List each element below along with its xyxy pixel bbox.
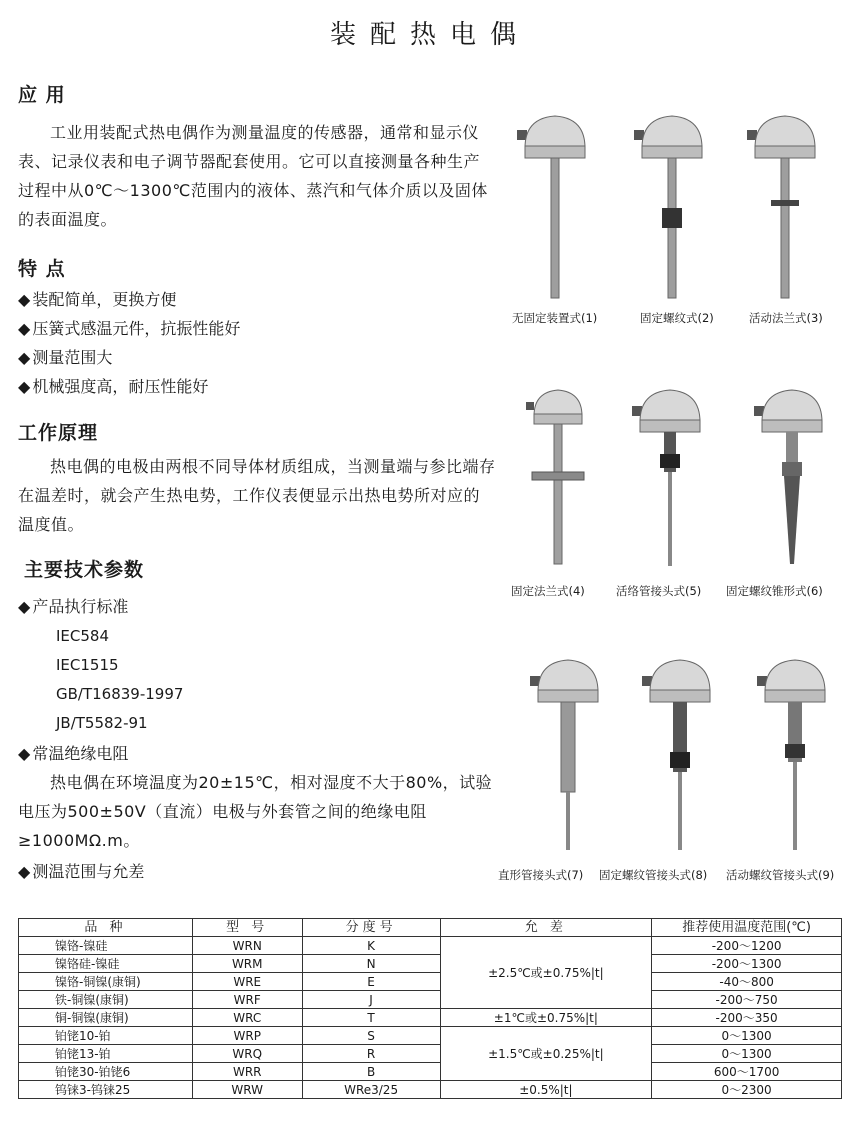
tolerance-cell: ±0.5%|t| <box>440 1081 652 1099</box>
variety-cell: 铁-铜镍(康铜) <box>19 991 193 1009</box>
table-row <box>19 1081 842 1099</box>
grade-cell: K <box>302 937 440 955</box>
features-list <box>18 285 240 401</box>
standard-item: IEC1515 <box>56 656 119 674</box>
table-row <box>19 1027 842 1045</box>
product-caption: 固定螺纹式(2) <box>640 311 714 325</box>
variety-cell: 铂铑10-铂 <box>19 1027 193 1045</box>
principle-text: 热电偶的电极由两根不同导体材质组成，当测量端与参比端存在温差时，就会产生热电势，工作仪表便显示出热电势所对应的温度值。 <box>18 457 496 534</box>
standard-item: GB/T16839-1997 <box>56 685 184 703</box>
table-header: 推荐使用温度范围(℃) <box>652 919 842 937</box>
model-cell: WRE <box>192 973 302 991</box>
table-row <box>19 1045 842 1063</box>
features-heading: 特 点 <box>18 258 66 280</box>
product-caption: 无固定装置式(1) <box>512 311 598 325</box>
standards-list <box>56 622 183 738</box>
model-cell: WRN <box>192 937 302 955</box>
model-cell: WRF <box>192 991 302 1009</box>
range-cell: -200～350 <box>652 1009 842 1027</box>
feature-item: ◆ 装配简单，更换方便 <box>18 285 240 314</box>
grade-cell: R <box>302 1045 440 1063</box>
range-cell: 0～1300 <box>652 1045 842 1063</box>
product-5-image <box>630 378 710 568</box>
application-text: 工业用装配式热电偶作为测量温度的传感器，通常和显示仪表、记录仪表和电子调节器配套使用。它可以直接测量各种生产过程中从0℃～1300℃范围内的液体、蒸汽和气体介质以及固体的表面温度。 <box>18 123 488 229</box>
principle-heading: 工作原理 <box>18 422 99 444</box>
range-cell: 0～2300 <box>652 1081 842 1099</box>
table-header: 品 种 <box>19 919 193 937</box>
grade-cell: B <box>302 1063 440 1081</box>
thermocouple-spec-table <box>18 918 842 1099</box>
application-heading: 应 用 <box>18 84 66 106</box>
range-cell: 0～1300 <box>652 1027 842 1045</box>
variety-cell: 铂铑13-铂 <box>19 1045 193 1063</box>
tolerance-cell: ±2.5℃或±0.75%|t| <box>440 937 652 1009</box>
product-4-image <box>520 378 600 568</box>
variety-cell: 铂铑30-铂铑6 <box>19 1063 193 1081</box>
table-row <box>19 937 842 955</box>
table-header: 允 差 <box>440 919 652 937</box>
product-9-image <box>755 648 835 853</box>
product-caption: 固定螺纹锥形式(6) <box>726 584 823 598</box>
specs-heading: 主要技术参数 <box>24 559 145 581</box>
variety-cell: 钨铼3-钨铼25 <box>19 1081 193 1099</box>
table-row <box>19 991 842 1009</box>
range-cell: -200～750 <box>652 991 842 1009</box>
tolerance-cell: ±1℃或±0.75%|t| <box>440 1009 652 1027</box>
model-cell: WRP <box>192 1027 302 1045</box>
grade-cell: S <box>302 1027 440 1045</box>
table-row <box>19 955 842 973</box>
model-cell: WRC <box>192 1009 302 1027</box>
grade-cell: T <box>302 1009 440 1027</box>
product-7-image <box>528 648 608 853</box>
range-cell: -200～1300 <box>652 955 842 973</box>
product-1-image <box>515 100 595 300</box>
feature-item: ◆ 压簧式感温元件，抗振性能好 <box>18 314 240 343</box>
product-caption: 活动法兰式(3) <box>749 311 823 325</box>
model-cell: WRM <box>192 955 302 973</box>
product-caption: 直形管接头式(7) <box>498 868 584 882</box>
page-title: 装配热电偶 <box>329 20 530 50</box>
product-2-image <box>632 100 712 300</box>
table-header: 分度号 <box>302 919 440 937</box>
table-header: 型 号 <box>192 919 302 937</box>
standard-item: IEC584 <box>56 627 110 645</box>
model-cell: WRQ <box>192 1045 302 1063</box>
variety-cell: 镍铬-铜镍(康铜) <box>19 973 193 991</box>
range-cell: -200～1200 <box>652 937 842 955</box>
product-caption: 活动螺纹管接头式(9) <box>726 868 835 882</box>
product-caption: 活络管接头式(5) <box>616 584 702 598</box>
table-header-row <box>19 919 842 937</box>
product-3-image <box>745 100 825 300</box>
product-caption: 固定法兰式(4) <box>511 584 585 598</box>
grade-cell: J <box>302 991 440 1009</box>
standard-item: JB/T5582-91 <box>56 714 148 732</box>
model-cell: WRR <box>192 1063 302 1081</box>
standards-label: ◆ 产品执行标准 <box>18 592 128 621</box>
table-row <box>19 1063 842 1081</box>
range-label: ◆ 测温范围与允差 <box>18 857 144 886</box>
insulation-text: 热电偶在环境温度为20±15℃，相对湿度不大于80%，试验电压为500±50V（直流）电极与外套管之间的绝缘电阻≥1000MΩ.m。 <box>18 773 493 850</box>
feature-item: ◆ 测量范围大 <box>18 343 240 372</box>
product-6-image <box>752 378 832 568</box>
grade-cell: WRe3/25 <box>302 1081 440 1099</box>
feature-item: ◆ 机械强度高，耐压性能好 <box>18 372 240 401</box>
insulation-label: ◆ 常温绝缘电阻 <box>18 739 128 768</box>
table-row <box>19 973 842 991</box>
grade-cell: N <box>302 955 440 973</box>
tolerance-cell: ±1.5℃或±0.25%|t| <box>440 1027 652 1081</box>
range-cell: 600～1700 <box>652 1063 842 1081</box>
variety-cell: 铜-铜镍(康铜) <box>19 1009 193 1027</box>
product-caption: 固定螺纹管接头式(8) <box>599 868 708 882</box>
variety-cell: 镍铬-镍硅 <box>19 937 193 955</box>
product-8-image <box>640 648 720 853</box>
grade-cell: E <box>302 973 440 991</box>
variety-cell: 镍铬硅-镍硅 <box>19 955 193 973</box>
model-cell: WRW <box>192 1081 302 1099</box>
range-cell: -40～800 <box>652 973 842 991</box>
table-row <box>19 1009 842 1027</box>
